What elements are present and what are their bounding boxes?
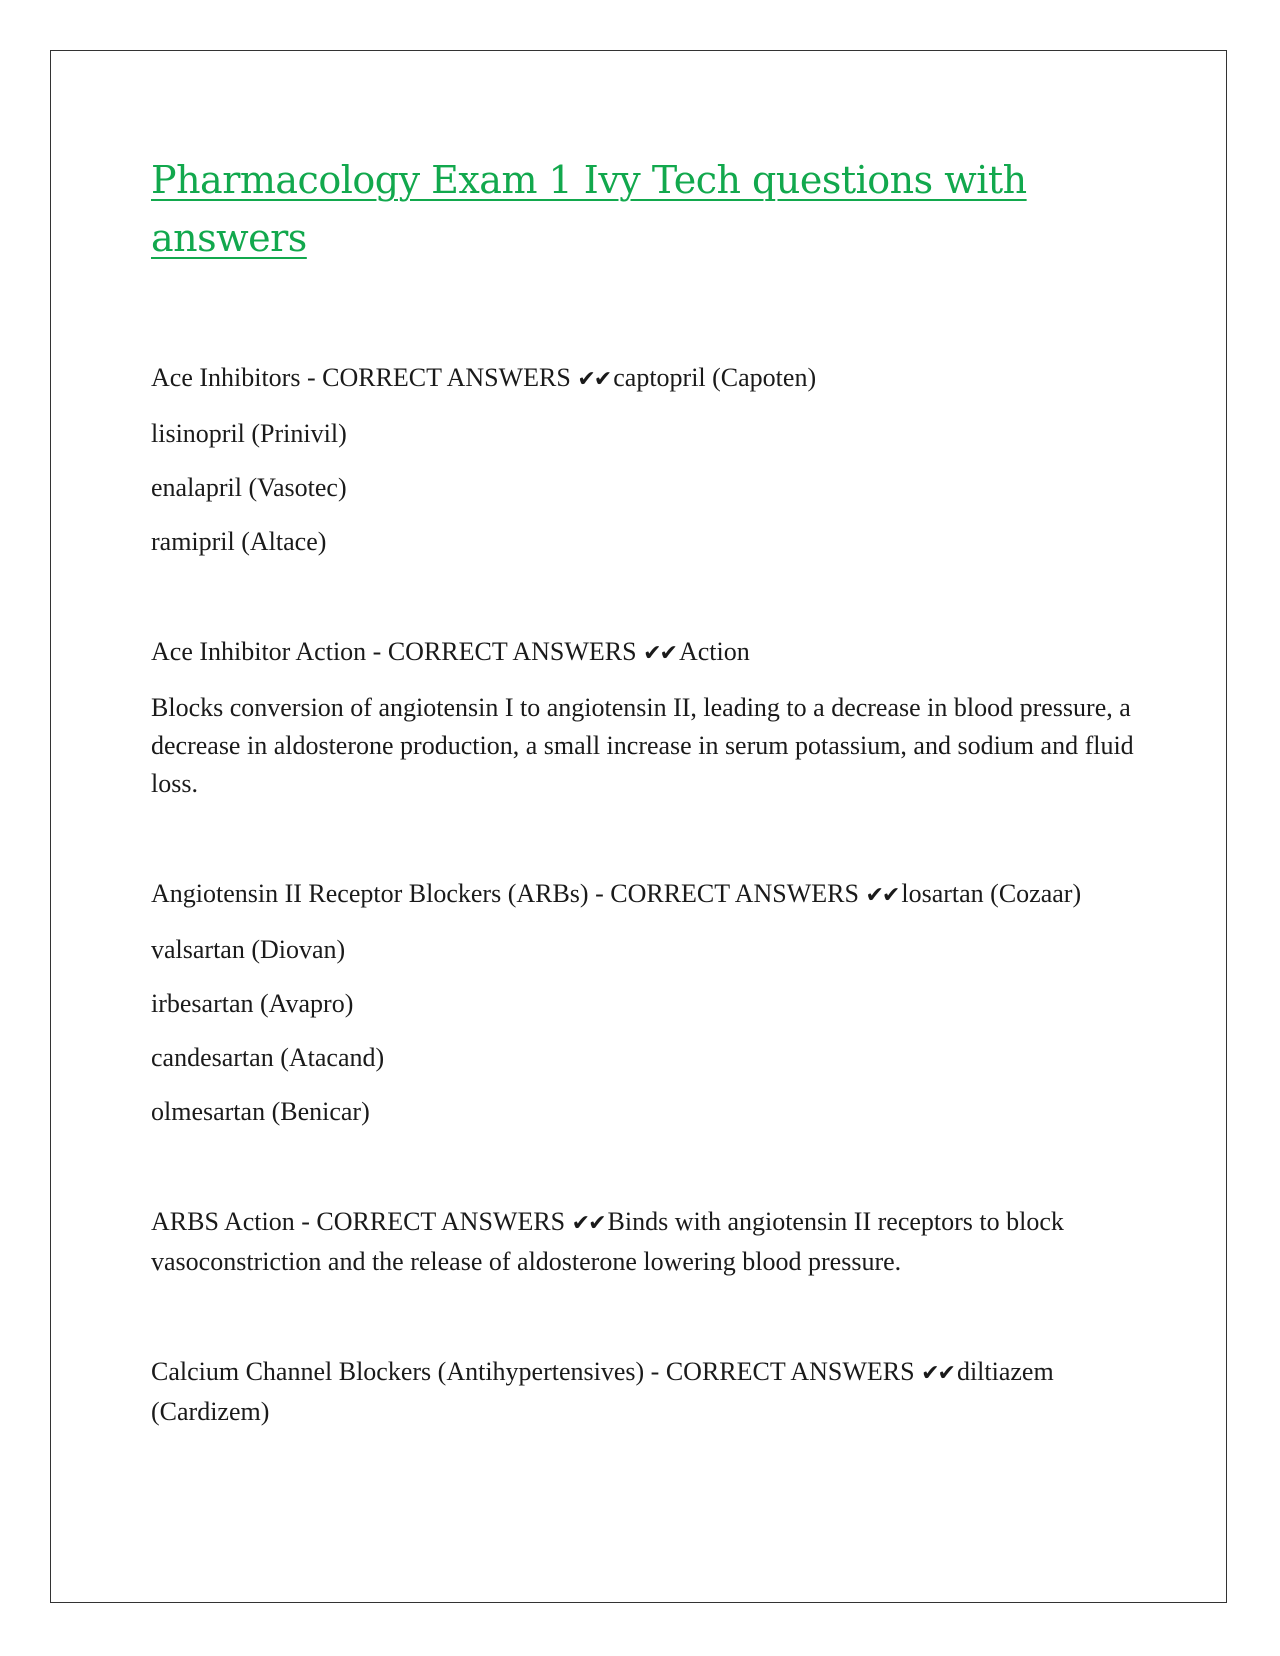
qa-entry-arbs <box>151 875 1151 1131</box>
qa-entry-ace-inhibitors <box>151 359 1151 561</box>
answer-text: Binds with angiotensin II receptors to block vasoconstriction and the release of aldosterone lowering blood pressure. <box>151 1207 1064 1276</box>
question-text: Calcium Channel Blockers (Antihypertensives) - CORRECT ANSWERS <box>151 1357 922 1386</box>
qa-entry-calcium-channel-blockers <box>151 1353 1151 1431</box>
answer-line: irbesartan (Avapro) <box>151 989 354 1018</box>
question-line <box>151 633 1151 673</box>
answer-line: valsartan (Diovan) <box>151 935 346 964</box>
question-text: Ace Inhibitors - CORRECT ANSWERS <box>151 363 578 392</box>
answer-line: enalapril (Vasotec) <box>151 473 347 502</box>
answer-paragraph: Blocks conversion of angiotensin I to angiotensin II, leading to a decrease in blood pressure, a decrease in aldosterone production, a small increase in serum potassium, and sodium and fluid loss. <box>151 693 1134 798</box>
document-content <box>151 151 1151 1431</box>
answer-text: captopril (Capoten) <box>613 363 817 392</box>
question-text: Ace Inhibitor Action - CORRECT ANSWERS <box>151 637 644 666</box>
answer-line: lisinopril (Prinivil) <box>151 419 347 448</box>
double-check-icon: ✔✔ <box>865 883 899 908</box>
document-page <box>50 50 1227 1603</box>
double-check-icon: ✔✔ <box>643 641 676 666</box>
question-line <box>151 1353 1151 1431</box>
question-line <box>151 1203 1151 1281</box>
question-line <box>151 359 1151 399</box>
double-check-icon: ✔✔ <box>577 367 611 392</box>
document-title: Pharmacology Exam 1 Ivy Tech questions with answers <box>151 158 1027 260</box>
answer-text: Action <box>678 637 750 666</box>
qa-entry-ace-inhibitor-action <box>151 633 1151 803</box>
answer-line: olmesartan (Benicar) <box>151 1097 370 1126</box>
question-line <box>151 875 1151 915</box>
question-text: ARBS Action - CORRECT ANSWERS <box>151 1207 572 1236</box>
question-text: Angiotensin II Receptor Blockers (ARBs) - CORRECT ANSWERS <box>151 879 866 908</box>
answer-line: ramipril (Altace) <box>151 527 327 556</box>
answer-line: candesartan (Atacand) <box>151 1043 385 1072</box>
double-check-icon: ✔✔ <box>921 1361 954 1386</box>
answer-text: diltiazem (Cardizem) <box>151 1357 1054 1426</box>
answer-text: losartan (Cozaar) <box>901 879 1082 908</box>
double-check-icon: ✔✔ <box>571 1211 605 1236</box>
qa-entry-arbs-action <box>151 1203 1151 1281</box>
